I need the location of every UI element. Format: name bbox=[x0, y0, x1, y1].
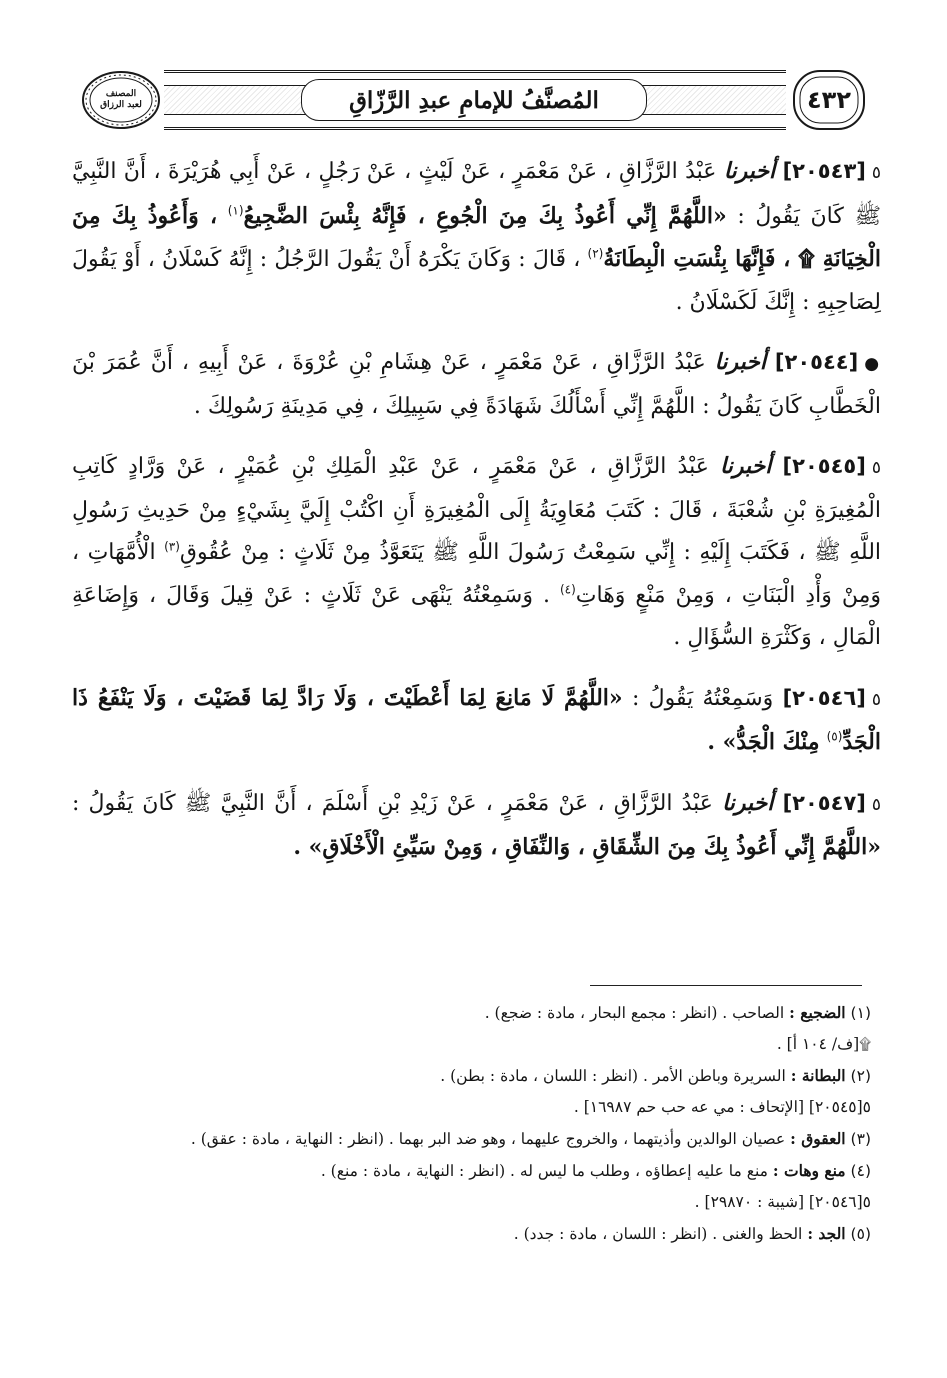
hadith-text: وَسَمِعْتُهُ يَقُولُ : bbox=[631, 685, 774, 711]
akhbarana-label: أخبرنا bbox=[722, 789, 774, 816]
footnote-text: الصاحب . (انظر : مجمع البحار ، مادة : ضجع) . bbox=[484, 1004, 785, 1022]
book-seal bbox=[78, 69, 164, 131]
running-title: المُصنَّفُ للإمامِ عبدِ الرَّزّاقِ bbox=[301, 79, 647, 121]
footnote-text: الحظ والغنى . (انظر : اللسان ، مادة : جدد) . bbox=[513, 1225, 803, 1243]
footnote-text: عصيان الوالدين وأذيتهما ، والخروج عليهما ، وهو ضد البر بهما . (انظر : النهاية ، مادة : عقق) . bbox=[190, 1130, 786, 1148]
hadith-text: . وَسَمِعْتُهُ يَنْهَى عَنْ ثَلَاثٍ : عَنْ قِيلَ وَقَالَ ، وَإِضَاعَةِ الْمَالِ ، وَكَثْرَةِ السُّؤَالِ . bbox=[72, 582, 881, 650]
footnote-1 bbox=[80, 997, 871, 1029]
footnote-ref: (٢) bbox=[587, 246, 604, 261]
footnote-text: ۩[ف/ ١٠٤ أ] . bbox=[776, 1035, 871, 1053]
footnote-ref: (٤) bbox=[559, 582, 576, 597]
entry-marker: ٥ bbox=[871, 689, 882, 710]
footnote-2 bbox=[80, 1060, 871, 1092]
hadith-number: [٢٠٥٤٤] bbox=[774, 350, 859, 374]
isnad-text: عَبْدُ الرَّزَّاقِ ، عَنْ مَعْمَرٍ ، عَنْ لَيْثٍ ، عَنْ رَجُلٍ ، عَنْ أَبِي هُرَيْرَةَ ، أَنَّ النَّبِيَّ ﷺ كَانَ يَقُولُ : bbox=[72, 159, 882, 229]
dua-text: ، وَأَعُوذُ بِكَ مِنَ الْخِيَانَةِ ۩ ، فَإِنَّهَا بِئْسَتِ الْبِطَانَةُ bbox=[72, 202, 881, 272]
footnote-term: البطانة : bbox=[790, 1066, 846, 1085]
footnote-text: ٥[٢٠٥٤٥] [الإتحاف : مي عه حب حم ١٦٩٨٧] . bbox=[573, 1098, 871, 1116]
footnote-text: منع ما عليه إعطاؤه ، وطلب ما ليس له . (انظر : النهاية ، مادة : منع) . bbox=[320, 1162, 768, 1180]
dua-text: مِنْكَ الْجَدُّ» . bbox=[707, 729, 820, 755]
akhbarana-label: أخبرنا bbox=[714, 349, 766, 375]
footnote-5 bbox=[80, 1218, 871, 1250]
footnote-term: الضجيع : bbox=[789, 1003, 846, 1022]
hadith-text: عَبْدُ الرَّزَّاقِ ، عَنْ مَعْمَرٍ ، عَنْ عَبْدِ الْمَلِكِ بْنِ عُمَيْرٍ ، عَنْ وَرَّادٍ كَاتِبِ الْمُغِيرَةِ بْنِ شُعْبَةَ ، قَالَ : كَتَبَ مُعَاوِيَةُ إِلَى الْمُغِيرَةِ أَنِ اكْتُبْ إِلَيَّ بِشَيْءٍ مِنْ حَدِيثِ رَسُولِ اللَّهِ ﷺ ، فَكَتَبَ إِلَيْهِ : إِنِّي سَمِعْتُ رَسُولَ اللَّهِ ﷺ يَتَعَوَّذُ مِنْ ثَلَاثٍ : مِنْ عُقُوقِ bbox=[72, 454, 882, 565]
akhbarana-label: أخبرنا bbox=[723, 158, 776, 184]
footnote-text: السريرة وباطن الأمر . (انظر : اللسان ، مادة : بطن) . bbox=[440, 1067, 786, 1085]
akhbarana-label: أخبرنا bbox=[720, 453, 772, 479]
footnote-term: العقوق : bbox=[790, 1129, 846, 1148]
hadith-entry-20547 bbox=[72, 782, 881, 870]
isnad-text: عَبْدُ الرَّزَّاقِ ، عَنْ مَعْمَرٍ ، عَنْ زَيْدِ بْنِ أَسْلَمَ ، أَنَّ النَّبِيَّ ﷺ كَانَ يَقُولُ : bbox=[72, 790, 713, 816]
hadith-number: [٢٠٥٤٦] bbox=[782, 685, 866, 710]
hadith-number: [٢٠٥٤٣] bbox=[782, 159, 866, 183]
hadith-entry-20544 bbox=[72, 341, 881, 428]
footnote-number: (٤) bbox=[850, 1162, 871, 1180]
entry-marker: ٥ bbox=[871, 794, 882, 815]
hadith-text: الْأُمَّهَاتِ ، وَمِنْ وَأْدِ الْبَنَاتِ ، وَمِنْ مَنْعٍ وَهَاتِ bbox=[72, 540, 881, 608]
footnote-number: (٣) bbox=[850, 1130, 871, 1148]
footnote-number: (٢) bbox=[850, 1067, 871, 1085]
entry-marker: ٥ bbox=[871, 458, 881, 478]
main-text bbox=[72, 150, 881, 887]
hadith-entry-20545 bbox=[72, 445, 881, 660]
footnote-number: (١) bbox=[850, 1004, 871, 1022]
footnote-term: منع وهات : bbox=[772, 1161, 846, 1180]
footnote-takhrij-20545 bbox=[80, 1092, 871, 1123]
footnote-text: ٥[٢٠٥٤٦] [شيبة : ٢٩٨٧٠] . bbox=[694, 1193, 871, 1211]
seal-line-2: لعبد الرزاق bbox=[100, 100, 142, 110]
footnote-ref: (١) bbox=[227, 203, 244, 218]
dua-text: «اللَّهُمَّ لَا مَانِعَ لِمَا أَعْطَيْتَ ، وَلَا رَادَّ لِمَا قَضَيْتَ ، وَلَا يَنْفَعُ ذَا الْجَدِّ bbox=[72, 684, 881, 755]
hadith-entry-20546 bbox=[72, 677, 881, 765]
seal-text bbox=[95, 89, 147, 111]
footnote-term: الجد : bbox=[807, 1224, 846, 1243]
page-header bbox=[80, 70, 868, 130]
hadith-number: [٢٠٥٤٧] bbox=[782, 790, 866, 815]
footnote-4 bbox=[80, 1155, 871, 1187]
seal-line-1: المصنف bbox=[105, 89, 137, 99]
hadith-text: عَبْدُ الرَّزَّاقِ ، عَنْ مَعْمَرٍ ، عَنْ هِشَامِ بْنِ عُرْوَةَ ، عَنْ أَبِيهِ ، أَنَّ عُمَرَ بْنَ الْخَطَّابِ كَانَ يَقُولُ : اللَّهُمَّ إِنِّي أَسْأَلُكَ شَهَادَةً فِي سَبِيلِكَ ، فِي مَدِينَةِ رَسُولِكَ . bbox=[72, 350, 881, 419]
hadith-text: ، قَالَ : وَكَانَ يَكْرَهُ أَنْ يَقُولَ الرَّجُلُ : إِنَّهُ كَسْلَانُ ، أَوْ يَقُولَ لِصَاحِبِهِ : إِنَّكَ لَكَسْلَانُ . bbox=[72, 247, 881, 315]
dua-text: «اللَّهُمَّ إِنِّي أَعُوذُ بِكَ مِنَ الْجُوعِ ، فَإِنَّهُ بِئْسَ الضَّجِيعُ bbox=[243, 202, 727, 229]
dua-text: «اللَّهُمَّ إِنِّي أَعُوذُ بِكَ مِنَ الشِّقَاقِ ، وَالنِّفَاقِ ، وَمِنْ سَيِّئِ الْأَخْلَاقِ» . bbox=[293, 834, 881, 860]
footnote-separator bbox=[590, 985, 862, 986]
footnote-ref: (٥) bbox=[826, 729, 843, 744]
footnote-ms-ref bbox=[80, 1029, 871, 1060]
footnote-3 bbox=[80, 1123, 871, 1155]
footnote-number: (٥) bbox=[850, 1225, 871, 1243]
page-number: ٤٣٢ bbox=[807, 86, 851, 114]
footnote-ref: (٣) bbox=[164, 539, 180, 554]
footnotes bbox=[80, 997, 871, 1250]
entry-marker: ● bbox=[864, 354, 881, 374]
hadith-number: [٢٠٥٤٥] bbox=[782, 454, 866, 478]
hadith-entry-20543 bbox=[72, 150, 881, 324]
footnote-takhrij-20546 bbox=[80, 1187, 871, 1218]
entry-marker: ٥ bbox=[871, 163, 882, 183]
page-number-medallion bbox=[786, 69, 872, 131]
